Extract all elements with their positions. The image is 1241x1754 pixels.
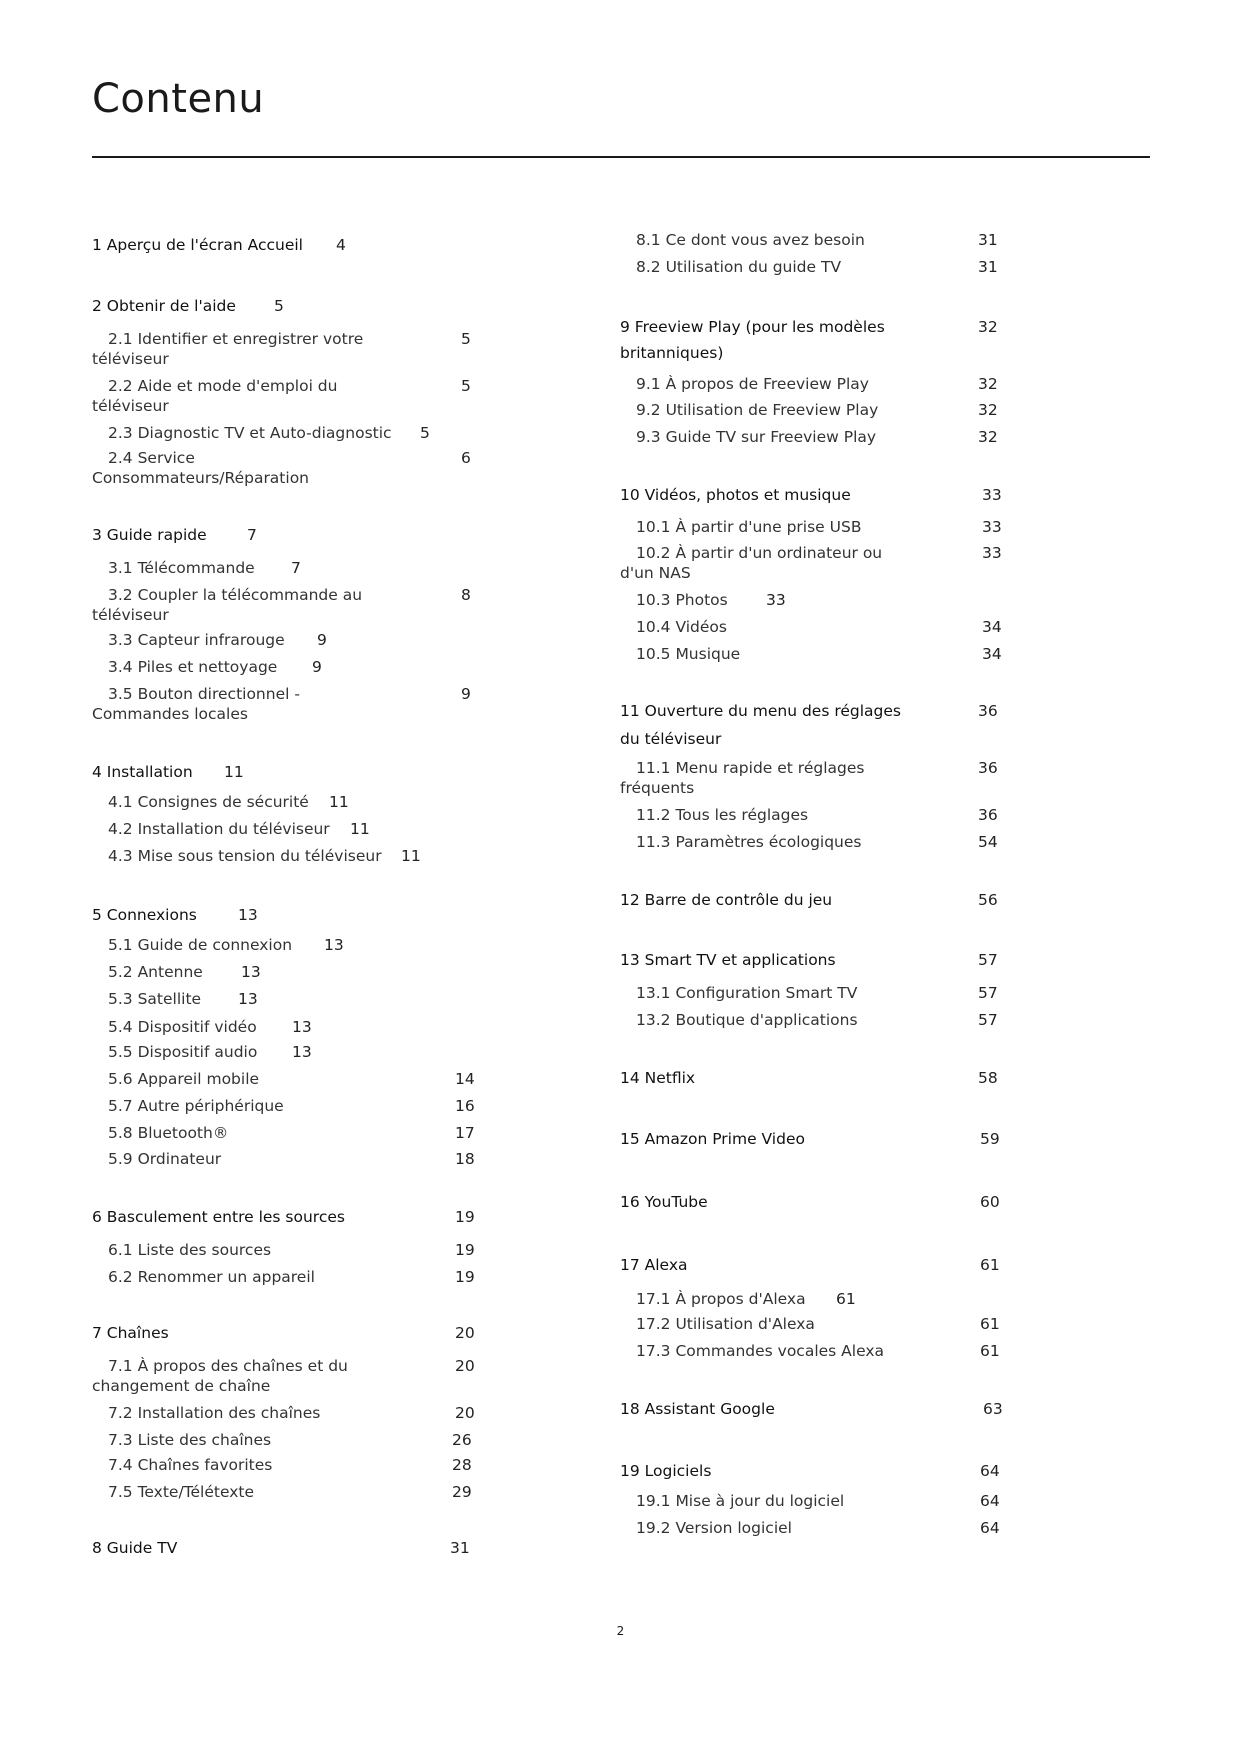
toc-label: 5.9 Ordinateur xyxy=(108,1150,222,1168)
toc-entry-4-2[interactable] xyxy=(108,819,330,839)
toc-page-7-3: 26 xyxy=(452,1431,472,1449)
toc-entry-3[interactable] xyxy=(92,525,207,545)
toc-page-7: 20 xyxy=(455,1324,475,1342)
page-title: Contenu xyxy=(92,76,265,122)
toc-page-4: 11 xyxy=(224,763,244,781)
toc-label: 7.3 Liste des chaînes xyxy=(108,1431,272,1449)
toc-page-2: 5 xyxy=(274,297,284,315)
toc-label: 9 Freeview Play (pour les modèles britanniques) xyxy=(620,318,885,362)
toc-label: 9.1 À propos de Freeview Play xyxy=(636,375,869,393)
toc-page-6-2: 19 xyxy=(455,1268,475,1286)
toc-page-13-2: 57 xyxy=(978,1011,998,1029)
toc-entry-7[interactable] xyxy=(92,1323,169,1343)
toc-entry-18[interactable] xyxy=(620,1399,775,1419)
toc-page-3-5: 9 xyxy=(461,685,471,703)
toc-entry-10-3[interactable] xyxy=(636,590,728,610)
toc-entry-2-4[interactable] xyxy=(92,448,352,488)
toc-label: 5.8 Bluetooth® xyxy=(108,1124,229,1142)
toc-entry-15[interactable] xyxy=(620,1129,805,1149)
toc-label: 3.4 Piles et nettoyage xyxy=(108,658,278,676)
toc-label: 11.3 Paramètres écologiques xyxy=(636,833,862,851)
toc-label: 1 Aperçu de l'écran Accueil xyxy=(92,236,303,254)
toc-page-7-1: 20 xyxy=(455,1357,475,1375)
toc-label: 17.3 Commandes vocales Alexa xyxy=(636,1342,885,1360)
toc-page-17-3: 61 xyxy=(980,1342,1000,1360)
toc-entry-7-2[interactable] xyxy=(108,1403,320,1423)
toc-entry-5-2[interactable] xyxy=(108,962,203,982)
toc-page-2-2: 5 xyxy=(461,377,471,395)
toc-page-7-4: 28 xyxy=(452,1456,472,1474)
toc-page-4-2: 11 xyxy=(350,820,370,838)
toc-page-17-2: 61 xyxy=(980,1315,1000,1333)
toc-page-3-4: 9 xyxy=(312,658,322,676)
toc-page-5-4: 13 xyxy=(292,1018,312,1036)
toc-entry-19[interactable] xyxy=(620,1461,711,1481)
toc-entry-14[interactable] xyxy=(620,1068,695,1088)
toc-label: 11 Ouverture du menu des réglages du téléviseur xyxy=(620,702,901,748)
toc-page-8-1: 31 xyxy=(978,231,998,249)
toc-label: 5 Connexions xyxy=(92,906,197,924)
toc-label: 7 Chaînes xyxy=(92,1324,169,1342)
toc-label: 2 Obtenir de l'aide xyxy=(92,297,236,315)
toc-label: 5.3 Satellite xyxy=(108,990,202,1008)
toc-entry-3-3[interactable] xyxy=(108,630,285,650)
toc-page-5-6: 14 xyxy=(455,1070,475,1088)
toc-page-5-8: 17 xyxy=(455,1124,475,1142)
toc-label: 3.1 Télécommande xyxy=(108,559,255,577)
toc-entry-9-2[interactable] xyxy=(636,400,878,420)
toc-page-12: 56 xyxy=(978,891,998,909)
toc-page-11: 36 xyxy=(978,702,998,720)
toc-entry-11[interactable] xyxy=(620,697,920,753)
toc-entry-9-1[interactable] xyxy=(636,374,869,394)
toc-page-17: 61 xyxy=(980,1256,1000,1274)
toc-page-8: 31 xyxy=(450,1539,470,1557)
toc-page-19: 64 xyxy=(980,1462,1000,1480)
toc-entry-10[interactable] xyxy=(620,485,851,505)
toc-label: 7.4 Chaînes favorites xyxy=(108,1456,273,1474)
toc-label: 4 Installation xyxy=(92,763,193,781)
toc-label: 13 Smart TV et applications xyxy=(620,951,836,969)
toc-label: 10.3 Photos xyxy=(636,591,728,609)
toc-label: 19.1 Mise à jour du logiciel xyxy=(636,1492,845,1510)
toc-label: 11.1 Menu rapide et réglages fréquents xyxy=(620,759,865,797)
toc-page-15: 59 xyxy=(980,1130,1000,1148)
toc-page-2-3: 5 xyxy=(420,424,430,442)
toc-page-7-2: 20 xyxy=(455,1404,475,1422)
toc-entry-2[interactable] xyxy=(92,296,236,316)
toc-entry-5-1[interactable] xyxy=(108,935,292,955)
toc-label: 3 Guide rapide xyxy=(92,526,207,544)
toc-entry-10-4[interactable] xyxy=(636,617,727,637)
toc-page-5-3: 13 xyxy=(238,990,258,1008)
toc-label: 5.4 Dispositif vidéo xyxy=(108,1018,257,1036)
toc-label: 5.2 Antenne xyxy=(108,963,203,981)
toc-label: 9.2 Utilisation de Freeview Play xyxy=(636,401,879,419)
toc-label: 2.1 Identifier et enregistrer votre téléviseur xyxy=(92,330,364,368)
toc-entry-4-3[interactable] xyxy=(108,846,382,866)
toc-label: 19.2 Version logiciel xyxy=(636,1519,792,1537)
toc-label: 10.5 Musique xyxy=(636,645,741,663)
toc-entry-12[interactable] xyxy=(620,890,832,910)
toc-page-10-1: 33 xyxy=(982,518,1002,536)
toc-page-17-1: 61 xyxy=(836,1290,856,1308)
toc-page-2-4: 6 xyxy=(461,449,471,467)
toc-label: 2.4 Service Consommateurs/Réparation xyxy=(92,449,309,487)
toc-page-8-2: 31 xyxy=(978,258,998,276)
toc-label: 17 Alexa xyxy=(620,1256,688,1274)
toc-page-4-3: 11 xyxy=(401,847,421,865)
toc-page-5-7: 16 xyxy=(455,1097,475,1115)
toc-page-18: 63 xyxy=(983,1400,1003,1418)
toc-entry-5-5[interactable] xyxy=(108,1042,257,1062)
toc-page-3: 7 xyxy=(247,526,257,544)
toc-label: 7.2 Installation des chaînes xyxy=(108,1404,321,1422)
toc-entry-5-9[interactable] xyxy=(108,1149,221,1169)
toc-page-4-1: 11 xyxy=(329,793,349,811)
toc-entry-4[interactable] xyxy=(92,762,193,782)
toc-page-11-2: 36 xyxy=(978,806,998,824)
toc-label: 3.2 Coupler la télécommande au téléviseur xyxy=(92,586,363,624)
toc-label: 18 Assistant Google xyxy=(620,1400,775,1418)
toc-entry-6-1[interactable] xyxy=(108,1240,271,1260)
toc-entry-2-1[interactable] xyxy=(92,329,392,369)
toc-label: 13.1 Configuration Smart TV xyxy=(636,984,858,1002)
toc-label: 19 Logiciels xyxy=(620,1462,712,1480)
toc-page-5: 13 xyxy=(238,906,258,924)
toc-label: 6 Basculement entre les sources xyxy=(92,1208,345,1226)
toc-label: 11.2 Tous les réglages xyxy=(636,806,809,824)
toc-label: 2.2 Aide et mode d'emploi du téléviseur xyxy=(92,377,338,415)
toc-entry-5-8[interactable] xyxy=(108,1123,228,1143)
toc-entry-17-3[interactable] xyxy=(636,1341,884,1361)
toc-page-1: 4 xyxy=(336,236,346,254)
toc-page-6-1: 19 xyxy=(455,1241,475,1259)
toc-entry-17-1[interactable] xyxy=(636,1289,806,1309)
toc-page-19-2: 64 xyxy=(980,1519,1000,1537)
toc-label: 8 Guide TV xyxy=(92,1539,178,1557)
toc-entry-16[interactable] xyxy=(620,1192,708,1212)
toc-label: 6.2 Renommer un appareil xyxy=(108,1268,315,1286)
toc-label: 4.3 Mise sous tension du téléviseur xyxy=(108,847,382,865)
toc-entry-13-2[interactable] xyxy=(636,1010,858,1030)
toc-label: 16 YouTube xyxy=(620,1193,708,1211)
toc-page-13-1: 57 xyxy=(978,984,998,1002)
toc-page-10-2: 33 xyxy=(982,544,1002,562)
toc-label: 9.3 Guide TV sur Freeview Play xyxy=(636,428,877,446)
toc-entry-19-1[interactable] xyxy=(636,1491,844,1511)
toc-label: 8.2 Utilisation du guide TV xyxy=(636,258,842,276)
toc-entry-10-2[interactable] xyxy=(620,543,910,583)
toc-entry-3-4[interactable] xyxy=(108,657,277,677)
toc-page-13: 57 xyxy=(978,951,998,969)
toc-page-5-9: 18 xyxy=(455,1150,475,1168)
toc-page-5-2: 13 xyxy=(241,963,261,981)
toc-page-3-1: 7 xyxy=(291,559,301,577)
toc-entry-7-3[interactable] xyxy=(108,1430,271,1450)
toc-page-3-3: 9 xyxy=(317,631,327,649)
toc-entry-7-4[interactable] xyxy=(108,1455,272,1475)
toc-label: 2.3 Diagnostic TV et Auto-diagnostic xyxy=(108,424,392,442)
toc-entry-3-2[interactable] xyxy=(92,585,392,625)
toc-label: 5.7 Autre périphérique xyxy=(108,1097,284,1115)
toc-label: 5.1 Guide de connexion xyxy=(108,936,293,954)
toc-label: 12 Barre de contrôle du jeu xyxy=(620,891,833,909)
toc-label: 3.3 Capteur infrarouge xyxy=(108,631,285,649)
toc-page-7-5: 29 xyxy=(452,1483,472,1501)
toc-label: 7.1 À propos des chaînes et du changement de chaîne xyxy=(92,1357,348,1395)
page-number: 2 xyxy=(616,1624,625,1638)
toc-entry-19-2[interactable] xyxy=(636,1518,792,1538)
toc-entry-6-2[interactable] xyxy=(108,1267,315,1287)
toc-page-11-1: 36 xyxy=(978,759,998,777)
toc-entry-5-3[interactable] xyxy=(108,989,201,1009)
toc-entry-9[interactable] xyxy=(620,314,940,366)
toc-label: 4.1 Consignes de sécurité xyxy=(108,793,309,811)
toc-entry-3-5[interactable] xyxy=(92,684,322,724)
toc-label: 10.2 À partir d'un ordinateur ou d'un NAS xyxy=(620,544,883,582)
toc-label: 5.6 Appareil mobile xyxy=(108,1070,260,1088)
toc-page-9-2: 32 xyxy=(978,401,998,419)
toc-page-3-2: 8 xyxy=(461,586,471,604)
toc-entry-2-2[interactable] xyxy=(92,376,392,416)
toc-entry-10-5[interactable] xyxy=(636,644,740,664)
toc-label: 14 Netflix xyxy=(620,1069,696,1087)
toc-page-5-5: 13 xyxy=(292,1043,312,1061)
toc-entry-1[interactable] xyxy=(92,235,303,255)
toc-page-10: 33 xyxy=(982,486,1002,504)
toc-entry-11-1[interactable] xyxy=(620,758,880,798)
toc-label: 5.5 Dispositif audio xyxy=(108,1043,258,1061)
toc-label: 17.2 Utilisation d'Alexa xyxy=(636,1315,815,1333)
toc-entry-8-1[interactable] xyxy=(636,230,865,250)
toc-page-19-1: 64 xyxy=(980,1492,1000,1510)
toc-label: 4.2 Installation du téléviseur xyxy=(108,820,330,838)
toc-page-10-3: 33 xyxy=(766,591,786,609)
toc-page-11-3: 54 xyxy=(978,833,998,851)
toc-page-9: 32 xyxy=(978,318,998,336)
toc-entry-11-2[interactable] xyxy=(636,805,808,825)
toc-page-9-1: 32 xyxy=(978,375,998,393)
toc-label: 10 Vidéos, photos et musique xyxy=(620,486,851,504)
toc-entry-5-6[interactable] xyxy=(108,1069,259,1089)
toc-entry-4-1[interactable] xyxy=(108,792,309,812)
toc-page-5-1: 13 xyxy=(324,936,344,954)
toc-page-10-5: 34 xyxy=(982,645,1002,663)
toc-entry-13-1[interactable] xyxy=(636,983,857,1003)
toc-entry-7-1[interactable] xyxy=(92,1356,382,1396)
toc-entry-2-3[interactable] xyxy=(108,423,392,443)
toc-entry-7-5[interactable] xyxy=(108,1482,254,1502)
toc-label: 13.2 Boutique d'applications xyxy=(636,1011,858,1029)
toc-entry-5-4[interactable] xyxy=(108,1017,257,1037)
toc-entry-13[interactable] xyxy=(620,950,836,970)
toc-entry-10-1[interactable] xyxy=(636,517,861,537)
toc-entry-3-1[interactable] xyxy=(108,558,255,578)
toc-label: 10.1 À partir d'une prise USB xyxy=(636,518,862,536)
toc-entry-17[interactable] xyxy=(620,1255,688,1275)
toc-page-2-1: 5 xyxy=(461,330,471,348)
toc-page-10-4: 34 xyxy=(982,618,1002,636)
toc-entry-11-3[interactable] xyxy=(636,832,862,852)
toc-label: 3.5 Bouton directionnel - Commandes locales xyxy=(92,685,300,723)
toc-label: 15 Amazon Prime Video xyxy=(620,1130,805,1148)
toc-label: 8.1 Ce dont vous avez besoin xyxy=(636,231,865,249)
toc-entry-9-3[interactable] xyxy=(636,427,876,447)
toc-page-14: 58 xyxy=(978,1069,998,1087)
toc-page-6: 19 xyxy=(455,1208,475,1226)
toc-label: 6.1 Liste des sources xyxy=(108,1241,272,1259)
toc-label: 17.1 À propos d'Alexa xyxy=(636,1290,806,1308)
toc-entry-5-7[interactable] xyxy=(108,1096,284,1116)
toc-label: 7.5 Texte/Télétexte xyxy=(108,1483,255,1501)
toc-entry-17-2[interactable] xyxy=(636,1314,815,1334)
toc-page-16: 60 xyxy=(980,1193,1000,1211)
toc-entry-6[interactable] xyxy=(92,1207,345,1227)
toc-entry-8[interactable] xyxy=(92,1538,177,1558)
toc-label: 10.4 Vidéos xyxy=(636,618,727,636)
toc-entry-8-2[interactable] xyxy=(636,257,841,277)
toc-page-9-3: 32 xyxy=(978,428,998,446)
toc-entry-5[interactable] xyxy=(92,905,197,925)
